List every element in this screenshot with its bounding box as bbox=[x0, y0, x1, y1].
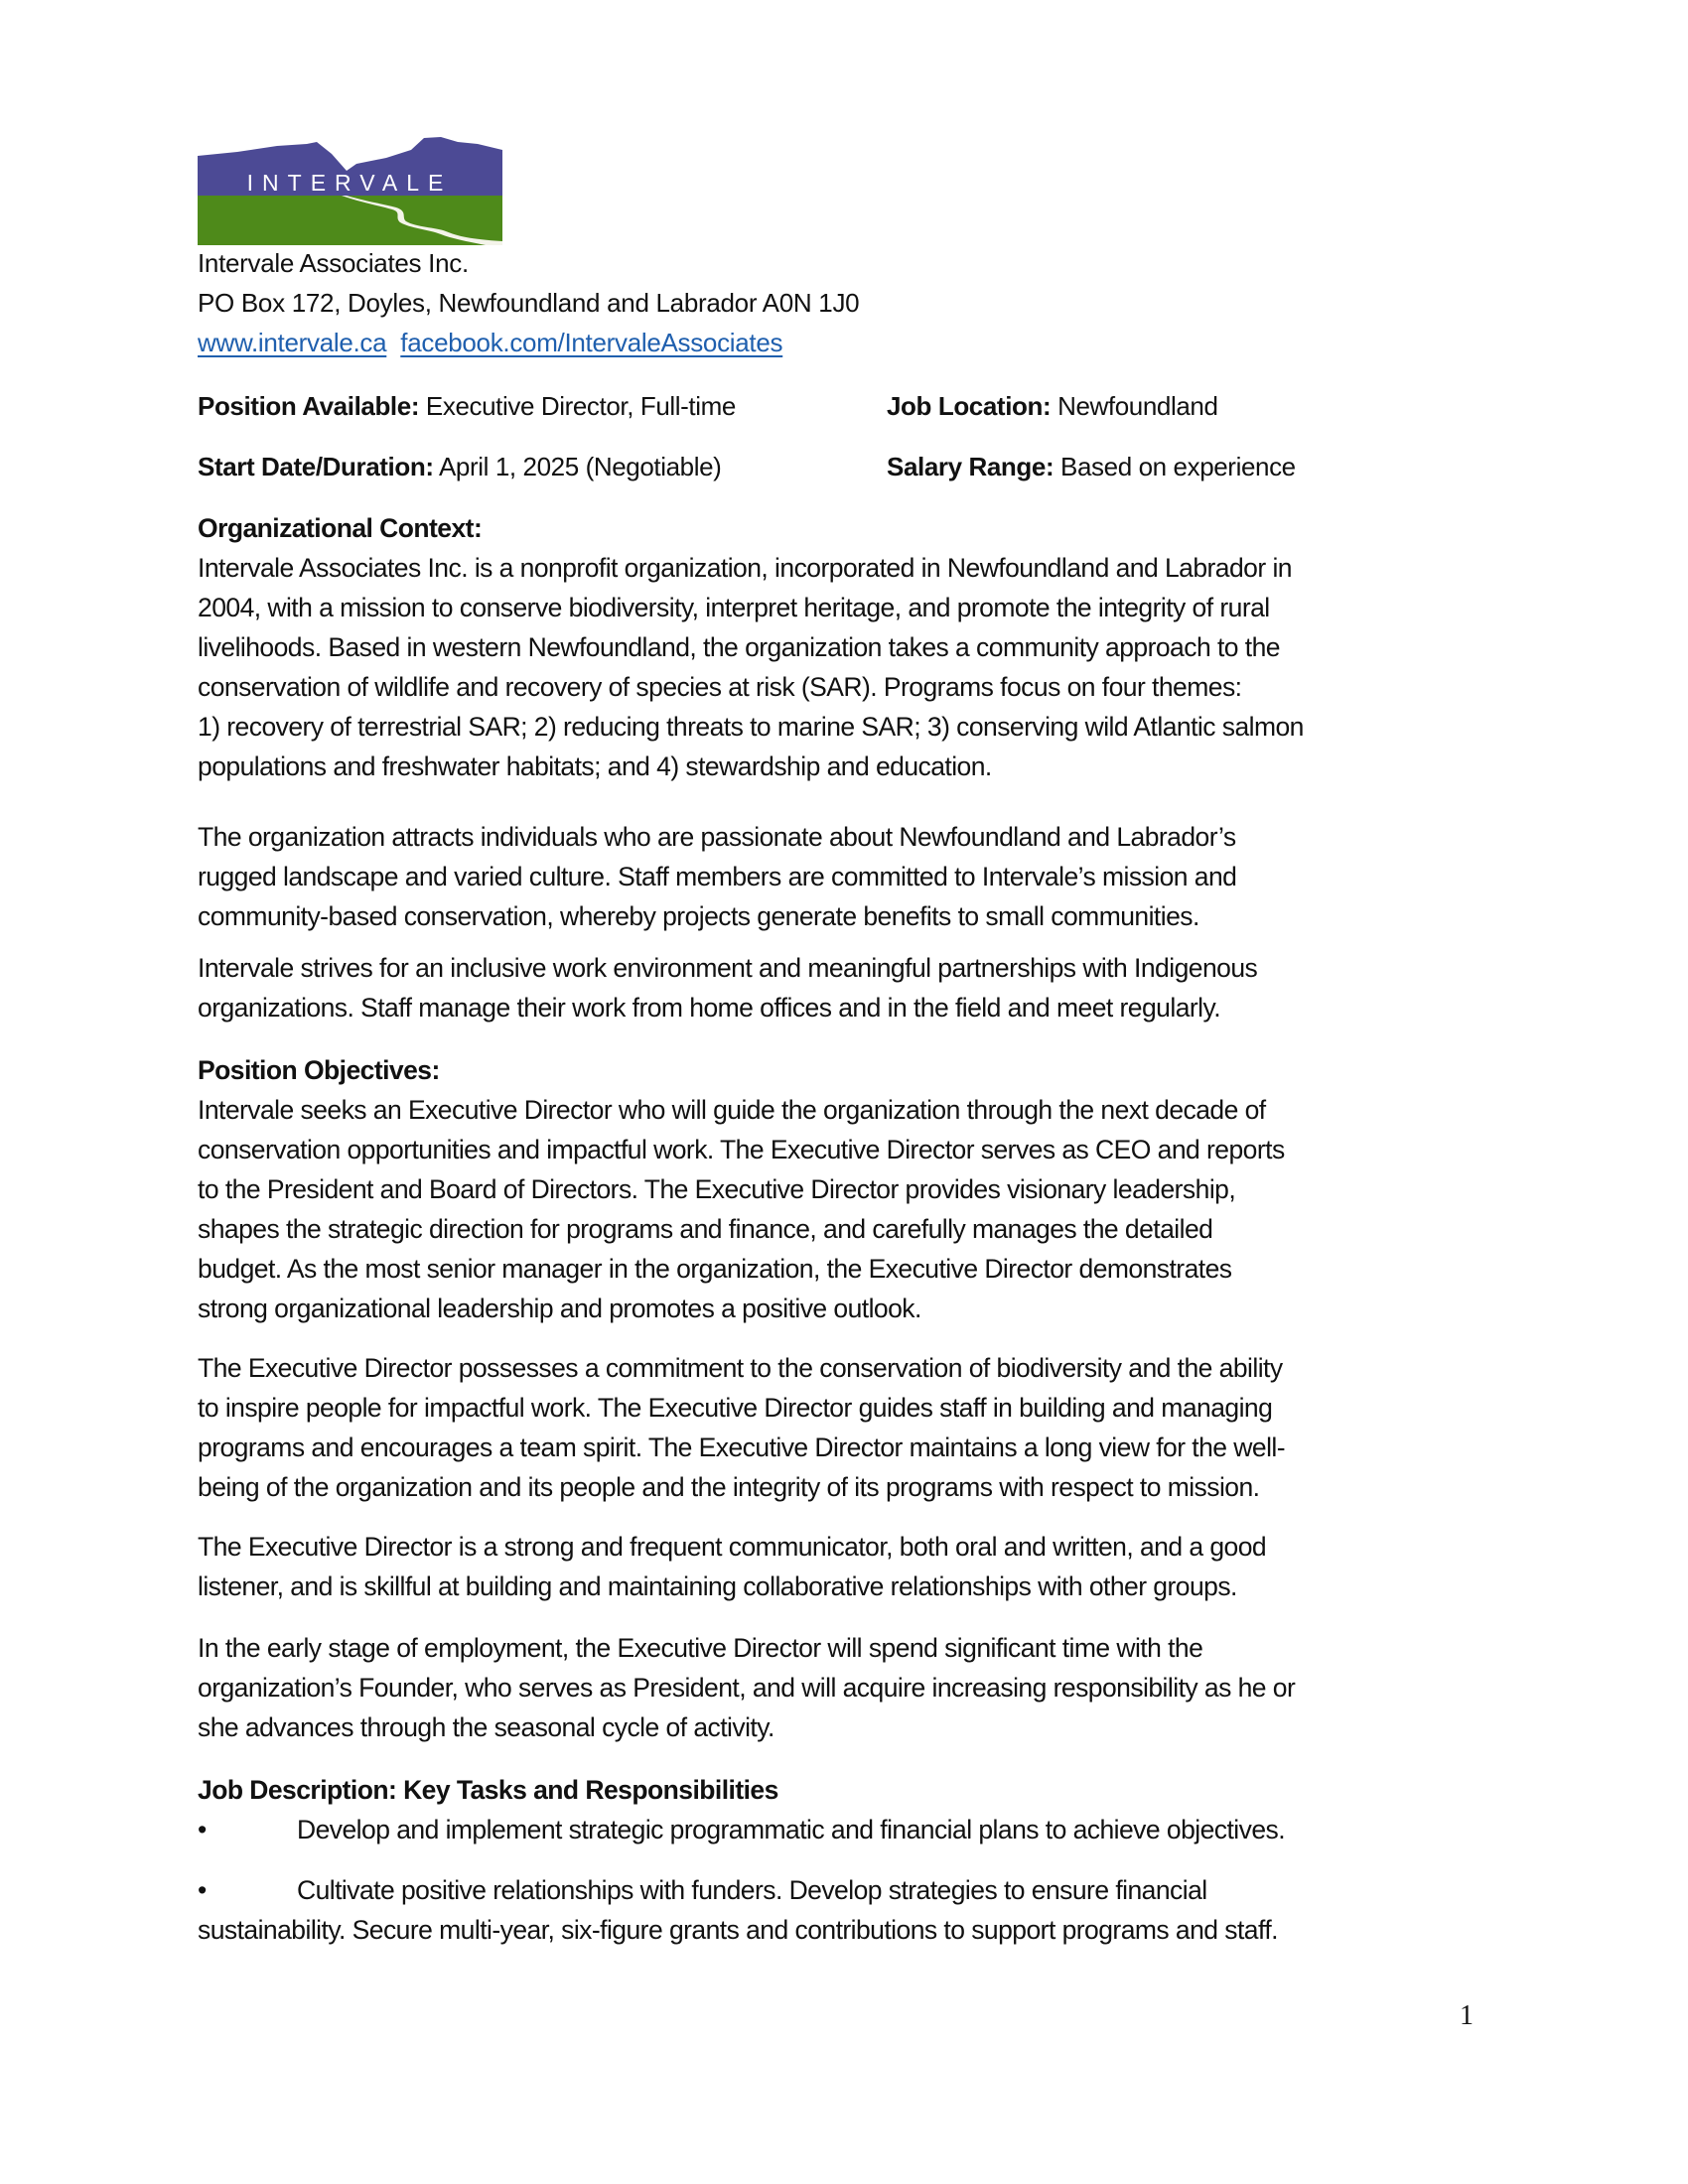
intervale-logo bbox=[198, 136, 502, 245]
paragraph-line: listener, and is skillful at building and maintaining collaborative relationships with other groups. bbox=[198, 1571, 1237, 1601]
paragraph-line: The Executive Director is a strong and frequent communicator, both oral and written, and a good bbox=[198, 1532, 1267, 1562]
job-description-heading: Job Description: Key Tasks and Responsibilities bbox=[198, 1775, 778, 1805]
paragraph-line: livelihoods. Based in western Newfoundland, the organization takes a community approach to the bbox=[198, 632, 1280, 662]
list-item-text-continued: sustainability. Secure multi-year, six-figure grants and contributions to support programs and staff. bbox=[198, 1915, 1278, 1945]
start-date-label: Start Date/Duration: bbox=[198, 452, 434, 481]
org-address: PO Box 172, Doyles, Newfoundland and Labrador A0N 1J0 bbox=[198, 288, 860, 318]
paragraph-line: organization’s Founder, who serves as President, and will acquire increasing responsibility as he or bbox=[198, 1673, 1296, 1703]
paragraph-line: The organization attracts individuals who are passionate about Newfoundland and Labrador’s bbox=[198, 822, 1236, 852]
position-objectives-section bbox=[198, 1050, 1488, 1328]
paragraph-line: to inspire people for impactful work. The Executive Director guides staff in building and managing bbox=[198, 1393, 1273, 1423]
job-description-item-2 bbox=[198, 1870, 1488, 1950]
paragraph-line: conservation opportunities and impactful work. The Executive Director serves as CEO and reports bbox=[198, 1135, 1285, 1164]
salary-range-label: Salary Range: bbox=[887, 452, 1055, 481]
paragraph-line: budget. As the most senior manager in the organization, the Executive Director demonstrates bbox=[198, 1254, 1232, 1284]
org-name: Intervale Associates Inc. bbox=[198, 248, 469, 278]
paragraph-line: In the early stage of employment, the Executive Director will spend significant time with the bbox=[198, 1633, 1203, 1663]
paragraph-line: rugged landscape and varied culture. Staff members are committed to Intervale’s mission and bbox=[198, 862, 1237, 891]
position-objectives-heading: Position Objectives: bbox=[198, 1055, 440, 1085]
paragraph-line: to the President and Board of Directors. The Executive Director provides visionary leadership, bbox=[198, 1174, 1236, 1204]
position-available-field bbox=[198, 391, 736, 422]
organizational-context-paragraph-3 bbox=[198, 948, 1488, 1027]
salary-range-value: Based on experience bbox=[1054, 452, 1296, 481]
paragraph-line: Intervale strives for an inclusive work environment and meaningful partnerships with Indigenous bbox=[198, 953, 1258, 983]
paragraph-line: strong organizational leadership and promotes a positive outlook. bbox=[198, 1294, 921, 1323]
salary-range-field bbox=[887, 452, 1296, 482]
position-objectives-paragraph-2 bbox=[198, 1348, 1488, 1507]
position-objectives-paragraph-4 bbox=[198, 1628, 1488, 1747]
paragraph-line: 1) recovery of terrestrial SAR; 2) reducing threats to marine SAR; 3) conserving wild Atlantic salmon bbox=[198, 712, 1304, 742]
job-location-value: Newfoundland bbox=[1051, 391, 1218, 421]
position-objectives-paragraph-3 bbox=[198, 1527, 1488, 1606]
page-number: 1 bbox=[1460, 2000, 1474, 2031]
organizational-context-section bbox=[198, 508, 1488, 786]
paragraph-line: programs and encourages a team spirit. The Executive Director maintains a long view for the well- bbox=[198, 1433, 1286, 1462]
list-item-text: Cultivate positive relationships with funders. Develop strategies to ensure financial bbox=[297, 1875, 1207, 1905]
organizational-context-heading: Organizational Context: bbox=[198, 513, 483, 543]
organizational-context-paragraph-2 bbox=[198, 817, 1488, 936]
paragraph-line: Intervale Associates Inc. is a nonprofit organization, incorporated in Newfoundland and Labrador in bbox=[198, 553, 1292, 583]
start-date-value: April 1, 2025 (Negotiable) bbox=[433, 452, 722, 481]
facebook-link[interactable]: facebook.com/IntervaleAssociates bbox=[400, 328, 783, 357]
paragraph-line: community-based conservation, whereby projects generate benefits to small communities. bbox=[198, 901, 1199, 931]
paragraph-line: being of the organization and its people and the integrity of its programs with respect to mission. bbox=[198, 1472, 1260, 1502]
bullet-icon: • bbox=[198, 1875, 207, 1905]
list-item bbox=[198, 1870, 1488, 1910]
position-available-value: Executive Director, Full-time bbox=[419, 391, 736, 421]
paragraph-line: 2004, with a mission to conserve biodiversity, interpret heritage, and promote the integrity of rural bbox=[198, 593, 1270, 622]
job-location-field bbox=[887, 391, 1218, 422]
list-item bbox=[198, 1810, 1488, 1849]
svg-text:INTERVALE: INTERVALE bbox=[246, 170, 453, 196]
paragraph-line: shapes the strategic direction for programs and finance, and carefully manages the detailed bbox=[198, 1214, 1213, 1244]
paragraph-line: The Executive Director possesses a commitment to the conservation of biodiversity and the ability bbox=[198, 1353, 1283, 1383]
paragraph-line: populations and freshwater habitats; and 4) stewardship and education. bbox=[198, 751, 992, 781]
bullet-icon: • bbox=[198, 1815, 207, 1844]
start-date-field bbox=[198, 452, 721, 482]
paragraph-line: she advances through the seasonal cycle of activity. bbox=[198, 1712, 774, 1742]
paragraph-line: organizations. Staff manage their work from home offices and in the field and meet regularly. bbox=[198, 993, 1221, 1023]
job-location-label: Job Location: bbox=[887, 391, 1052, 421]
position-available-label: Position Available: bbox=[198, 391, 420, 421]
website-link[interactable]: www.intervale.ca bbox=[198, 328, 387, 357]
header-links bbox=[198, 328, 782, 358]
paragraph-line: conservation of wildlife and recovery of species at risk (SAR). Programs focus on four themes: bbox=[198, 672, 1242, 702]
job-description-section bbox=[198, 1770, 1488, 1849]
paragraph-line: Intervale seeks an Executive Director who will guide the organization through the next decade of bbox=[198, 1095, 1266, 1125]
list-item-text: Develop and implement strategic programmatic and financial plans to achieve objectives. bbox=[297, 1815, 1286, 1844]
